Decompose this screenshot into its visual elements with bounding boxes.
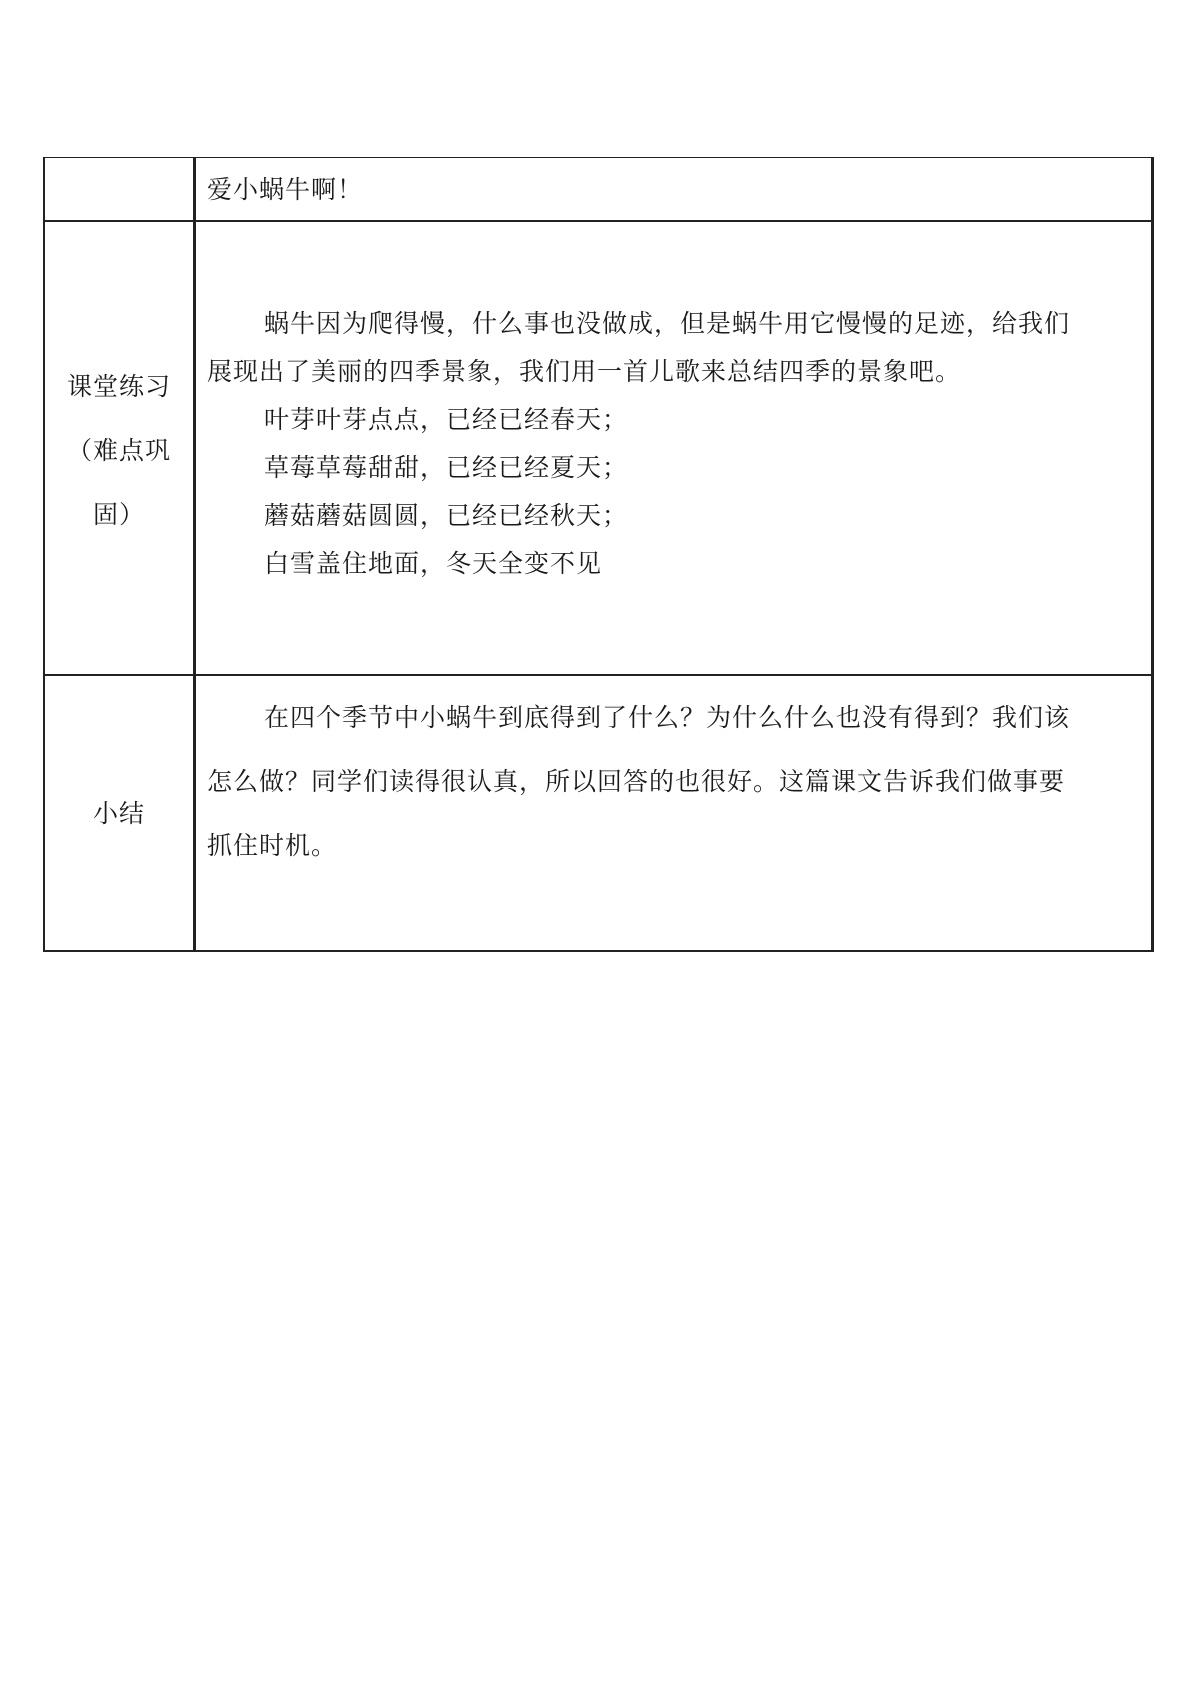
- practice-label-line: 课堂练习: [66, 372, 171, 401]
- poem-line: 白雪盖住地面，冬天全变不见: [264, 549, 603, 578]
- practice-content: [207, 300, 1070, 588]
- summary-line: 抓住时机。: [207, 831, 338, 860]
- row-divider: [45, 674, 1151, 676]
- practice-label: [45, 355, 193, 547]
- poem-line: 蘑菇蘑菇圆圆，已经已经秋天；: [264, 501, 629, 530]
- summary-line: 怎么做？同学们读得很认真，所以回答的也很好。这篇课文告诉我们做事要: [207, 767, 1066, 796]
- practice-label-line: （难点巩: [66, 436, 171, 465]
- poem-line: 叶芽叶芽点点，已经已经春天；: [264, 405, 629, 434]
- summary-content: [207, 686, 1070, 878]
- row-divider: [45, 220, 1151, 222]
- practice-paragraph-line: 展现出了美丽的四季景象，我们用一首儿歌来总结四季的景象吧。: [207, 357, 962, 386]
- column-divider: [193, 158, 196, 950]
- poem-line: 草莓草莓甜甜，已经已经夏天；: [264, 453, 629, 482]
- practice-label-line: 固）: [92, 500, 145, 529]
- summary-label: 小结: [92, 799, 145, 828]
- lesson-table: [43, 157, 1154, 952]
- summary-line: 在四个季节中小蜗牛到底得到了什么？为什么什么也没有得到？我们该: [264, 703, 1071, 732]
- practice-paragraph-line: 蜗牛因为爬得慢，什么事也没做成，但是蜗牛用它慢慢的足迹，给我们: [264, 309, 1071, 338]
- row1-content: 爱小蜗牛啊！: [207, 175, 364, 204]
